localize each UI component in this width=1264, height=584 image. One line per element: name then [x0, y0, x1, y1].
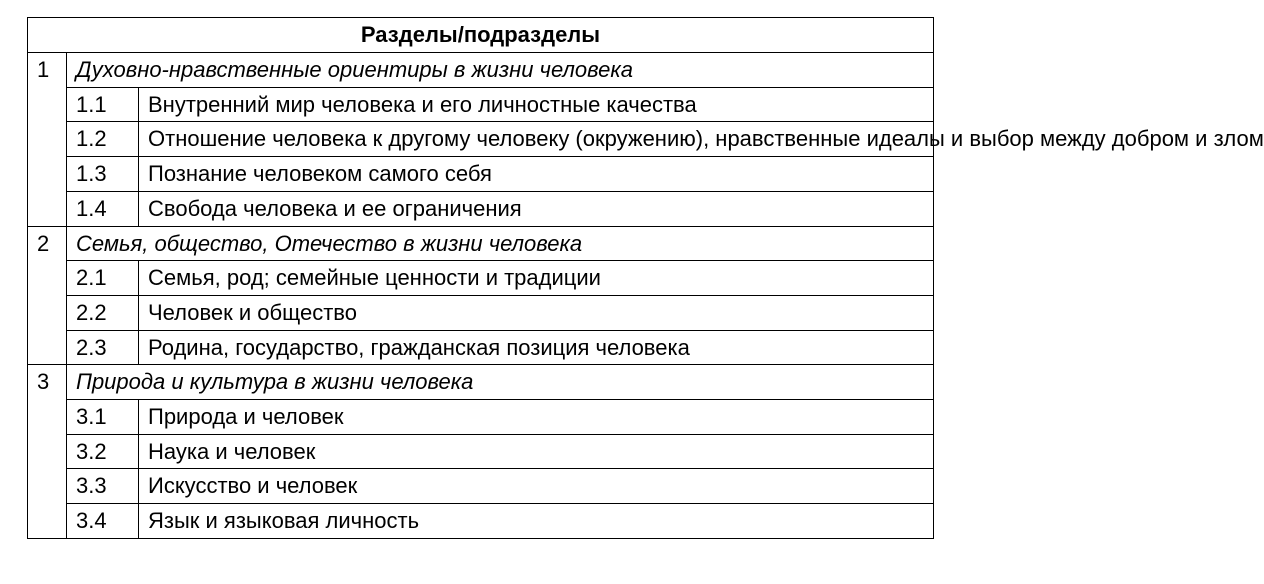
subsection-title: Свобода человека и ее ограничения	[139, 191, 934, 226]
subsection-number: 3.3	[67, 469, 139, 504]
section-number: 3	[28, 365, 67, 539]
subsection-row	[28, 504, 934, 539]
section-number: 1	[28, 53, 67, 227]
subsection-row	[28, 434, 934, 469]
subsection-title: Язык и языковая личность	[139, 504, 934, 539]
subsection-title: Семья, род; семейные ценности и традиции	[139, 261, 934, 296]
subsection-title: Познание человеком самого себя	[139, 157, 934, 192]
section-row	[28, 53, 934, 88]
header-row	[28, 18, 934, 53]
table-header: Разделы/подразделы	[28, 18, 934, 53]
subsection-number: 2.1	[67, 261, 139, 296]
section-title: Семья, общество, Отечество в жизни человека	[67, 226, 934, 261]
subsection-row	[28, 122, 934, 157]
subsection-number: 1.1	[67, 87, 139, 122]
subsection-row	[28, 330, 934, 365]
subsection-title: Отношение человека к другому человеку (окружению), нравственные идеалы и выбор между добром и злом	[139, 122, 934, 157]
subsection-row	[28, 469, 934, 504]
subsection-row	[28, 295, 934, 330]
subsection-title: Природа и человек	[139, 400, 934, 435]
subsection-number: 2.3	[67, 330, 139, 365]
subsection-number: 1.2	[67, 122, 139, 157]
subsection-title: Родина, государство, гражданская позиция человека	[139, 330, 934, 365]
subsection-number: 2.2	[67, 295, 139, 330]
subsection-row	[28, 157, 934, 192]
subsection-title: Искусство и человек	[139, 469, 934, 504]
subsection-title: Внутренний мир человека и его личностные качества	[139, 87, 934, 122]
subsection-title: Человек и общество	[139, 295, 934, 330]
sections-table	[27, 17, 1264, 539]
subsection-row	[28, 400, 934, 435]
subsection-row	[28, 87, 934, 122]
section-row	[28, 226, 934, 261]
subsection-title: Наука и человек	[139, 434, 934, 469]
subsection-number: 1.3	[67, 157, 139, 192]
section-number: 2	[28, 226, 67, 365]
subsection-row	[28, 191, 934, 226]
subsection-number: 3.4	[67, 504, 139, 539]
subsection-number: 3.1	[67, 400, 139, 435]
subsection-number: 3.2	[67, 434, 139, 469]
subsection-row	[28, 261, 934, 296]
subsection-number: 1.4	[67, 191, 139, 226]
section-title: Духовно-нравственные ориентиры в жизни человека	[67, 53, 934, 88]
section-row	[28, 365, 934, 400]
section-title: Природа и культура в жизни человека	[67, 365, 934, 400]
